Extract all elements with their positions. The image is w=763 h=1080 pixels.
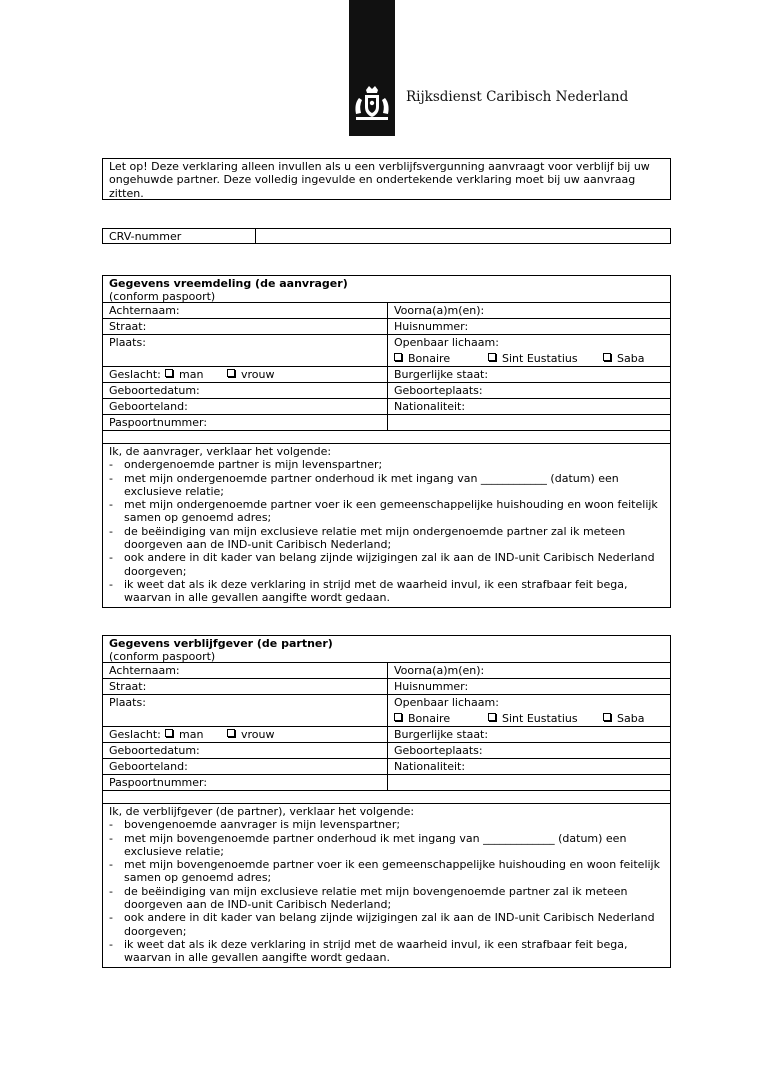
- sint-eustatius-checkbox[interactable]: [488, 352, 578, 365]
- geboorteplaats-field[interactable]: Geboorteplaats:: [394, 384, 483, 397]
- row-geboortedatum: [102, 383, 671, 399]
- voornamen-field[interactable]: Voorna(a)m(en):: [394, 304, 485, 317]
- plaats-field[interactable]: Plaats:: [109, 696, 146, 709]
- man-label: man: [179, 728, 204, 741]
- nationaliteit-field[interactable]: Nationaliteit:: [394, 760, 466, 773]
- row-geboorteland: [102, 399, 671, 415]
- plaats-field[interactable]: Plaats:: [109, 336, 146, 349]
- straat-field[interactable]: Straat:: [109, 320, 147, 333]
- row-geslacht: [102, 727, 671, 743]
- declaration-intro: Ik, de verblijfgever (de partner), verklaar het volgende:: [109, 805, 415, 818]
- row-paspoortnummer: [102, 775, 671, 791]
- checkbox-icon: [603, 353, 611, 361]
- crv-label: CRV-nummer: [109, 230, 182, 243]
- crv-row: [102, 228, 671, 244]
- section-header: [102, 275, 671, 303]
- section-title: Gegevens verblijfgever (de partner): [109, 637, 333, 650]
- sint-eustatius-checkbox[interactable]: [488, 712, 578, 725]
- row-achternaam: [102, 303, 671, 319]
- declaration-list: [109, 818, 664, 964]
- saba-label: Saba: [617, 712, 645, 725]
- declaration-item: - met mijn bovengenoemde partner voer ik een gemeenschappelijke huishouding en woon feitelijk samen op genoemd adres;: [109, 858, 664, 885]
- paspoortnummer-field[interactable]: Paspoortnummer:: [109, 416, 208, 429]
- geboorteland-field[interactable]: Geboorteland:: [109, 400, 188, 413]
- vrouw-label: vrouw: [241, 728, 275, 741]
- checkbox-icon: [603, 713, 611, 721]
- row-plaats: [102, 695, 671, 727]
- row-straat: [102, 679, 671, 695]
- sint-eustatius-label: Sint Eustatius: [502, 712, 578, 725]
- checkbox-icon: [227, 729, 235, 737]
- declaration-item: - met mijn ondergenoemde partner onderhoud ik met ingang van ____________ (datum) een exclusieve relatie;: [109, 472, 664, 499]
- geslacht-label: Geslacht:: [109, 368, 161, 381]
- voornamen-field[interactable]: Voorna(a)m(en):: [394, 664, 485, 677]
- burgerlijke-staat-field[interactable]: Burgerlijke staat:: [394, 368, 489, 381]
- declaration-item: - de beëindiging van mijn exclusieve relatie met mijn bovengenoemde partner zal ik meteen doorgeven aan de IND-unit Caribisch Nederland;: [109, 885, 664, 912]
- section-subtitle: (conform paspoort): [109, 290, 216, 303]
- achternaam-field[interactable]: Achternaam:: [109, 304, 180, 317]
- checkbox-icon: [488, 713, 496, 721]
- bonaire-checkbox[interactable]: [394, 352, 450, 365]
- checkbox-icon: [165, 369, 173, 377]
- declaration-item: - ik weet dat als ik deze verklaring in strijd met de waarheid invul, ik een strafbaar feit bega, waarvan in alle gevallen aangifte wordt gedaan.: [109, 938, 664, 965]
- geboortedatum-field[interactable]: Geboortedatum:: [109, 384, 200, 397]
- declaration-intro: Ik, de aanvrager, verklaar het volgende:: [109, 445, 332, 458]
- section-title: Gegevens vreemdeling (de aanvrager): [109, 277, 348, 290]
- section-header: [102, 635, 671, 663]
- vrouw-checkbox[interactable]: [227, 368, 275, 381]
- crv-input[interactable]: [257, 229, 670, 243]
- achternaam-field[interactable]: Achternaam:: [109, 664, 180, 677]
- declaration-item: - ondergenoemde partner is mijn levenspartner;: [109, 458, 664, 471]
- paspoortnummer-field[interactable]: Paspoortnummer:: [109, 776, 208, 789]
- row-geboortedatum: [102, 743, 671, 759]
- openbaar-lichaam-label: Openbaar lichaam:: [394, 696, 499, 709]
- declaration-item: - ik weet dat als ik deze verklaring in strijd met de waarheid invul, ik een strafbaar feit bega, waarvan in alle gevallen aangifte wordt gedaan.: [109, 578, 664, 605]
- geboortedatum-field[interactable]: Geboortedatum:: [109, 744, 200, 757]
- declaration-item: - met mijn bovengenoemde partner onderhoud ik met ingang van _____________ (datum) een exclusieve relatie;: [109, 832, 664, 859]
- geboorteland-field[interactable]: Geboorteland:: [109, 760, 188, 773]
- huisnummer-field[interactable]: Huisnummer:: [394, 680, 469, 693]
- nationaliteit-field[interactable]: Nationaliteit:: [394, 400, 466, 413]
- row-achternaam: [102, 663, 671, 679]
- spacer-row: [102, 791, 671, 804]
- geslacht-label: Geslacht:: [109, 728, 161, 741]
- bonaire-label: Bonaire: [408, 712, 451, 725]
- declaration-block: [102, 444, 671, 608]
- declaration-item: - de beëindiging van mijn exclusieve relatie met mijn ondergenoemde partner zal ik meteen doorgeven aan de IND-unit Caribisch Nederland;: [109, 525, 664, 552]
- section-subtitle: (conform paspoort): [109, 650, 216, 663]
- bonaire-checkbox[interactable]: [394, 712, 450, 725]
- burgerlijke-staat-field[interactable]: Burgerlijke staat:: [394, 728, 489, 741]
- declaration-item: - ook andere in dit kader van belang zijnde wijzigingen zal ik aan de IND-unit Caribisch Nederland doorgeven;: [109, 911, 664, 938]
- man-label: man: [179, 368, 204, 381]
- declaration-item: - bovengenoemde aanvrager is mijn levenspartner;: [109, 818, 664, 831]
- checkbox-icon: [488, 353, 496, 361]
- geboorteplaats-field[interactable]: Geboorteplaats:: [394, 744, 483, 757]
- row-geboorteland: [102, 759, 671, 775]
- checkbox-icon: [165, 729, 173, 737]
- man-checkbox[interactable]: [165, 368, 203, 381]
- vrouw-label: vrouw: [241, 368, 275, 381]
- dutch-royal-coat-of-arms-icon: [352, 84, 392, 122]
- saba-checkbox[interactable]: [603, 352, 644, 365]
- checkbox-icon: [394, 353, 402, 361]
- checkbox-icon: [394, 713, 402, 721]
- row-geslacht: [102, 367, 671, 383]
- openbaar-lichaam-label: Openbaar lichaam:: [394, 336, 499, 349]
- man-checkbox[interactable]: [165, 728, 203, 741]
- saba-checkbox[interactable]: [603, 712, 644, 725]
- declaration-item: - met mijn ondergenoemde partner voer ik een gemeenschappelijke huishouding en woon feitelijk samen op genoemd adres;: [109, 498, 664, 525]
- bonaire-label: Bonaire: [408, 352, 451, 365]
- declaration-list: [109, 458, 664, 604]
- straat-field[interactable]: Straat:: [109, 680, 147, 693]
- declaration-item: - ook andere in dit kader van belang zijnde wijzigingen zal ik aan de IND-unit Caribisch Nederland doorgeven;: [109, 551, 664, 578]
- notice-box: Let op! Deze verklaring alleen invullen als u een verblijfsvergunning aanvraagt voor verblijf bij uw ongehuwde partner. Deze volledig ingevulde en ondertekende verklaring moet bij uw aanvraag zitten.: [102, 158, 671, 200]
- row-plaats: [102, 335, 671, 367]
- saba-label: Saba: [617, 352, 645, 365]
- organization-name: Rijksdienst Caribisch Nederland: [406, 89, 629, 105]
- vrouw-checkbox[interactable]: [227, 728, 275, 741]
- spacer-row: [102, 431, 671, 444]
- checkbox-icon: [227, 369, 235, 377]
- row-straat: [102, 319, 671, 335]
- sint-eustatius-label: Sint Eustatius: [502, 352, 578, 365]
- declaration-block: [102, 804, 671, 968]
- row-paspoortnummer: [102, 415, 671, 431]
- huisnummer-field[interactable]: Huisnummer:: [394, 320, 469, 333]
